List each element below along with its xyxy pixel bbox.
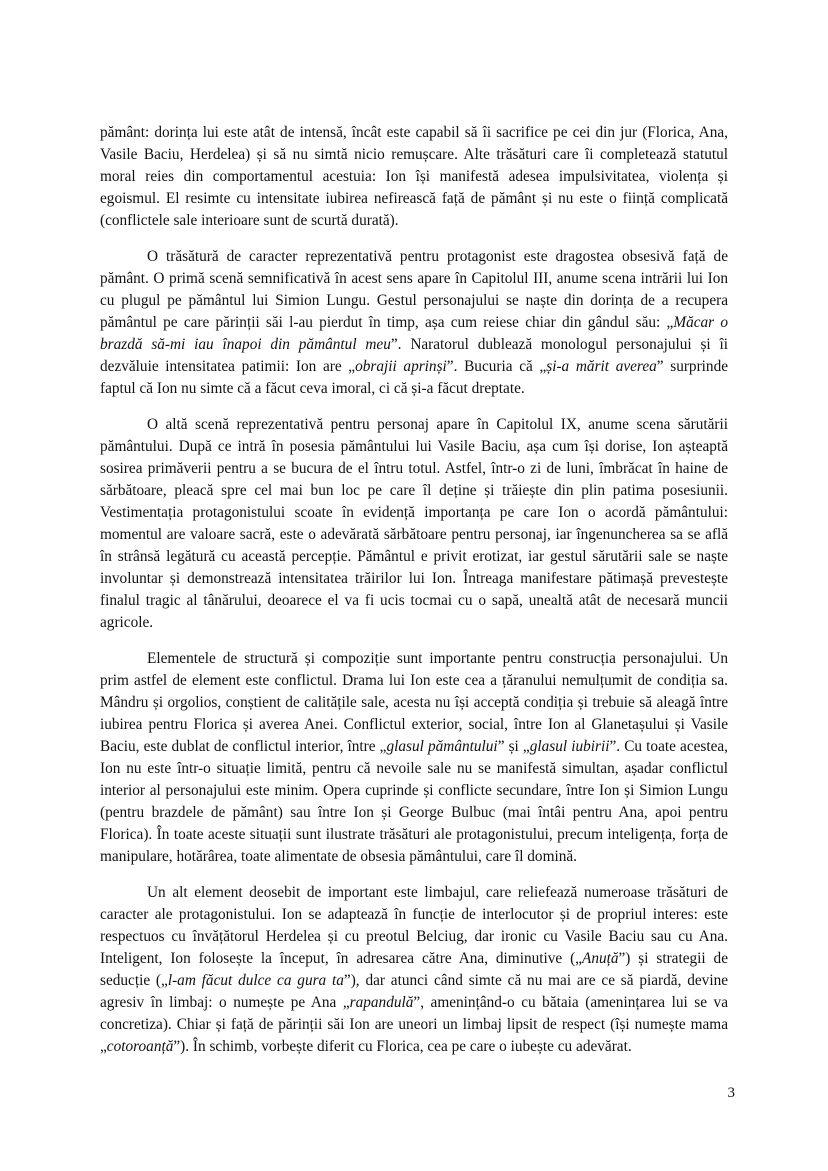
paragraph bbox=[100, 414, 728, 634]
text-run: ”. Bucuria că „ bbox=[446, 358, 547, 375]
paragraph bbox=[100, 648, 728, 868]
italic-quote: și-a mărit averea bbox=[546, 358, 657, 375]
text-run: ”, amenințând-o cu bătaia (amenințarea lui se va concretiza). Chiar și față de părinții săi Ion are uneori un limbaj lipsit de respect (își numește mama „ bbox=[100, 994, 728, 1055]
italic-quote: rapandulă bbox=[349, 994, 414, 1011]
text-run: Un alt element deosebit de important este limbajul, care reliefează numeroase trăsături de caracter ale protagonistului. Ion se adaptează în funcție de interlocutor și de propriul interes: este respectuos cu învățătorul Herdelea și cu preotul Belciug, dar ironic cu Vasile Baciu sau cu Ana. Inteligent, Ion folosește la început, în adresarea către Ana, diminutive („ bbox=[100, 884, 728, 967]
italic-quote: Măcar o brazdă să-mi iau înapoi din pământul meu bbox=[100, 314, 728, 353]
paragraph bbox=[100, 882, 728, 1058]
document-body bbox=[100, 122, 728, 1072]
text-run: pământ: dorința lui este atât de intensă, încât este capabil să îi sacrifice pe cei din jur (Florica, Ana, Vasile Baciu, Herdelea) și să nu simtă nicio remușcare. Alte trăsături care îi completează statutul moral reies din comportamentul acestuia: Ion își manifestă adesea impulsivitatea, violența și egoismul. El resimte cu intensitate iubirea nefirească față de pământ și nu este o ființă complicată (conflictele sale interioare sunt de scurtă durată). bbox=[100, 124, 728, 229]
text-run: ”), dar atunci când simte că nu mai are ce să piardă, devine agresiv în limbaj: o numește pe Ana „ bbox=[100, 972, 729, 1011]
text-run: ” surprinde faptul că Ion nu simte că a făcut ceva imoral, ci că și-a făcut dreptate. bbox=[100, 358, 729, 397]
paragraph bbox=[100, 246, 728, 400]
italic-quote: glasul iubirii bbox=[529, 738, 610, 755]
text-run: O altă scenă reprezentativă pentru personaj apare în Capitolul IX, anume scena sărutării pământului. După ce intră în posesia pământului lui Vasile Baciu, așa cum își dorise, Ion așteaptă sosirea primăverii pentru a se bucura de el întru totul. Astfel, într-o zi de luni, îmbrăcat în haine de sărbătoare, pleacă spre cel mai bun loc pe care îl deține și trăiește din plin patima posesiunii. Vestimentația protagonistului scoate în evidență importanța pe care Ion o acordă pământului: momentul are valoare sacră, este o adevărată sărbătoare pentru personaj, iar îngenuncherea sa se află în strânsă legătură cu această percepție. Pământul e privit erotizat, iar gestul sărutării sale se naște involuntar și demonstrează intensitatea trăirilor lui Ion. Întreaga manifestare pătimașă prevestește finalul tragic al tânărului, deoarece el va fi ucis tocmai cu o sapă, unealtă atât de necesară muncii agricole. bbox=[100, 416, 728, 631]
text-run: O trăsătură de caracter reprezentativă pentru protagonist este dragostea obsesivă față de pământ. O primă scenă semnificativă în acest sens apare în Capitolul III, anume scena intrării lui Ion cu plugul pe pământul lui Simion Lungu. Gestul personajului se naște din dorința de a recupera pământul pe care părinții săi l-au pierdut în timp, așa cum reiese chiar din gândul său: „ bbox=[100, 248, 728, 331]
italic-quote: cotoroanță bbox=[106, 1038, 174, 1055]
text-run: ” și „ bbox=[497, 738, 530, 755]
italic-quote: l-am făcut dulce ca gura ta bbox=[167, 972, 344, 989]
text-run: Elementele de structură și compoziție sunt importante pentru construcția personajului. Un prim astfel de element este conflictul. Drama lui Ion este cea a țăranului nemulțumit de condiția sa. Mândru și orgolios, conștient de calitățile sale, acesta nu își acceptă condiția și trebuie să aleagă între iubirea pentru Florica și averea Anei. Conflictul exterior, social, între Ion al Glanetașului și Vasile Baciu, este dublat de conflictul interior, între „ bbox=[100, 650, 728, 755]
text-run: ”) și strategii de seducție („ bbox=[100, 950, 728, 989]
page-number: 3 bbox=[727, 1085, 735, 1101]
italic-quote: Anuță bbox=[581, 950, 619, 967]
text-run: ”. Cu toate acestea, Ion nu este într-o situație limită, pentru că nevoile sale nu se manifestă simultan, așadar conflictul interior al personajului este minim. Opera cuprinde și conflicte secundare, între Ion și Simion Lungu (pentru brazdele de pământ) sau între Ion și George Bulbuc (mai întâi pentru Ana, apoi pentru Florica). În toate aceste situații sunt ilustrate trăsături ale protagonistului, precum inteligența, forța de manipulare, hotărârea, toate alimentate de obsesia pământului, care îl domină. bbox=[100, 738, 729, 865]
italic-quote: obrajii aprinși bbox=[355, 358, 447, 375]
text-run: ”. Naratorul dublează monologul personajului și îi dezvăluie intensitatea patimii: Ion are „ bbox=[100, 336, 728, 375]
text-run: ”). În schimb, vorbește diferit cu Florica, cea pe care o iubește cu adevărat. bbox=[173, 1038, 632, 1055]
italic-quote: glasul pământului bbox=[386, 738, 498, 755]
paragraph bbox=[100, 122, 728, 232]
